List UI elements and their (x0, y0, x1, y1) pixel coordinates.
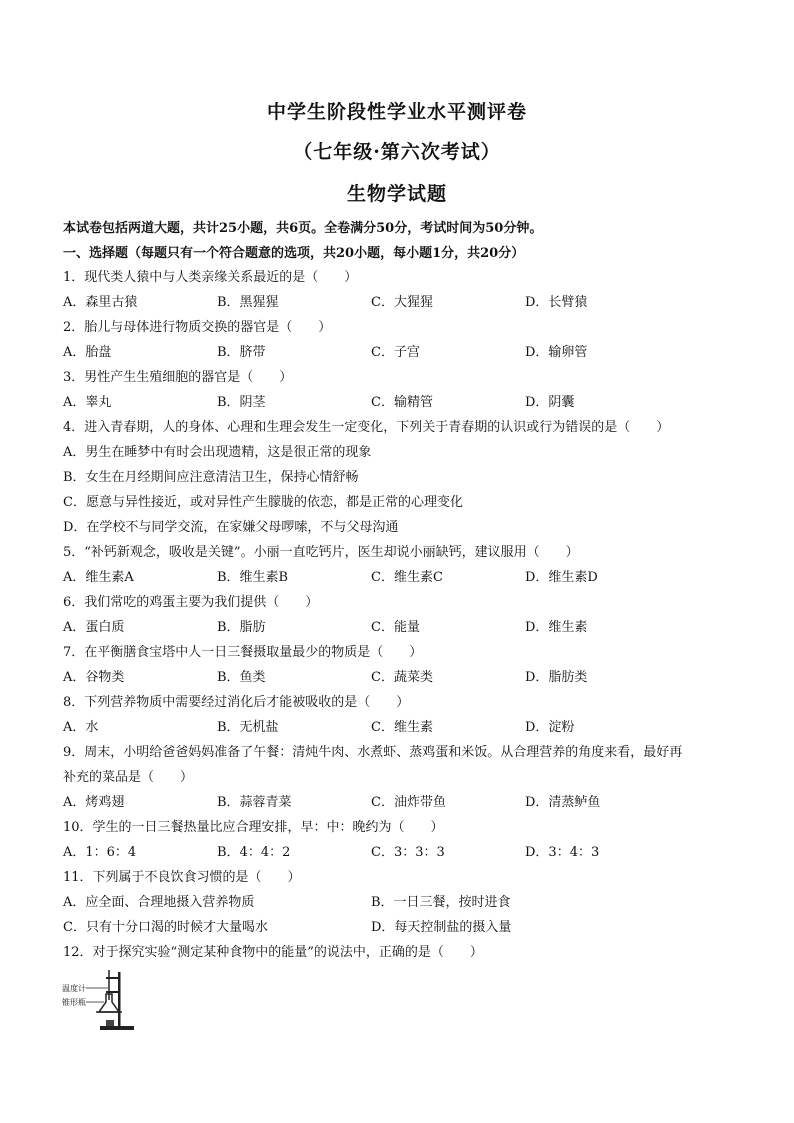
option: A．森里古猿 (63, 295, 138, 310)
question-stem: 2．胎儿与母体进行物质交换的器官是（ ） (63, 320, 332, 335)
option: D．3：4：3 (525, 845, 600, 860)
option: B．无机盐 (217, 720, 279, 735)
thermometer-label: 温度计 (62, 984, 86, 993)
option: A．蛋白质 (63, 620, 125, 635)
option: B．鱼类 (217, 670, 266, 685)
option: B．4：4：2 (217, 845, 291, 860)
option: D．脂肪类 (525, 670, 588, 685)
option: A．应全面、合理地摄入营养物质 (63, 895, 255, 910)
option: A．1：6：4 (63, 845, 137, 860)
exam-subtitle: （七年级·第六次考试） (293, 141, 501, 163)
option: C．输精管 (371, 395, 433, 410)
option: B．蒜蓉青菜 (217, 795, 292, 810)
option: A．胎盘 (63, 345, 112, 360)
option: A．男生在睡梦中有时会出现遗精，这是很正常的现象 (63, 445, 372, 460)
question-stem: 11．下列属于不良饮食习惯的是（ ） (63, 870, 301, 885)
option: D．维生素 (525, 620, 588, 635)
option: A．维生素A (63, 570, 134, 585)
option: B．阴茎 (217, 395, 266, 410)
option: D．阴囊 (525, 395, 575, 410)
option: C．愿意与异性接近，或对异性产生朦胧的依恋，都是正常的心理变化 (63, 495, 463, 510)
question-stem: 3．男性产生生殖细胞的器官是（ ） (63, 370, 293, 385)
question-stem: 4．进入青春期，人的身体、心理和生理会发生一定变化，下列关于青春期的认识或行为错误的是（ ） (63, 420, 670, 435)
option: C．子宫 (371, 345, 420, 360)
option: C．蔬菜类 (371, 670, 433, 685)
option: C．能量 (371, 620, 420, 635)
question-stem: 5．“补钙新观念，吸收是关键”。小丽一直吃钙片，医生却说小丽缺钙，建议服用（ ） (63, 545, 579, 560)
option: B．黑猩猩 (217, 295, 279, 310)
option: A．睾丸 (63, 395, 112, 410)
option: A．谷物类 (63, 670, 125, 685)
subject-title: 生物学试题 (346, 183, 447, 205)
apparatus-figure (62, 968, 142, 1038)
option: C．维生素C (371, 570, 443, 585)
option: C．只有十分口渴的时候才大量喝水 (63, 920, 268, 935)
option: D．长臂猿 (525, 295, 588, 310)
exam-title: 中学生阶段性学业水平测评卷 (266, 101, 527, 123)
option: D．在学校不与同学交流，在家嫌父母啰嗦，不与父母沟通 (63, 520, 399, 535)
option: D．淀粉 (525, 720, 575, 735)
option: B．脂肪 (217, 620, 266, 635)
question-stem: 10．学生的一日三餐热量比应合理安排，早：中：晚约为（ ） (63, 820, 444, 835)
option: D．清蒸鲈鱼 (525, 795, 601, 810)
option: D．每天控制盐的摄入量 (371, 920, 512, 935)
exam-intro: 本试卷包括两道大题，共计25小题，共6页。全卷满分50分，考试时间为50分钟。 (63, 221, 543, 236)
question-stem: 7．在平衡膳食宝塔中人一日三餐摄取量最少的物质是（ ） (63, 645, 423, 660)
option: C．3：3：3 (371, 845, 445, 860)
option: D．维生素D (525, 570, 598, 585)
section-heading: 一、选择题（每题只有一个符合题意的选项，共20小题，每小题1分，共20分） (63, 246, 525, 261)
question-stem: 1．现代类人猿中与人类亲缘关系最近的是（ ） (63, 270, 358, 285)
option: C．维生素 (371, 720, 433, 735)
question-stem: 12．对于探究实验“测定某种食物中的能量”的说法中，正确的是（ ） (63, 945, 483, 960)
option: D．输卵管 (525, 345, 588, 360)
option: C．油炸带鱼 (371, 795, 446, 810)
question-stem: 9．周末，小明给爸爸妈妈准备了午餐：清炖牛肉、水煮虾、蒸鸡蛋和米饭。从合理营养的角度来看，最好再 (63, 745, 683, 760)
flask-label: 锥形瓶 (62, 998, 86, 1007)
option: B．脐带 (217, 345, 266, 360)
option: B．女生在月经期间应注意清洁卫生，保持心情舒畅 (63, 470, 359, 485)
option: B．一日三餐，按时进食 (371, 895, 511, 910)
question-stem: 6．我们常吃的鸡蛋主要为我们提供（ ） (63, 595, 319, 610)
option: A．水 (63, 720, 99, 735)
question-stem-continued: 补充的菜品是（ ） (63, 770, 194, 785)
question-stem: 8．下列营养物质中需要经过消化后才能被吸收的是（ ） (63, 695, 410, 710)
option: B．维生素B (217, 570, 289, 585)
option: A．烤鸡翅 (63, 795, 125, 810)
option: C．大猩猩 (371, 295, 433, 310)
